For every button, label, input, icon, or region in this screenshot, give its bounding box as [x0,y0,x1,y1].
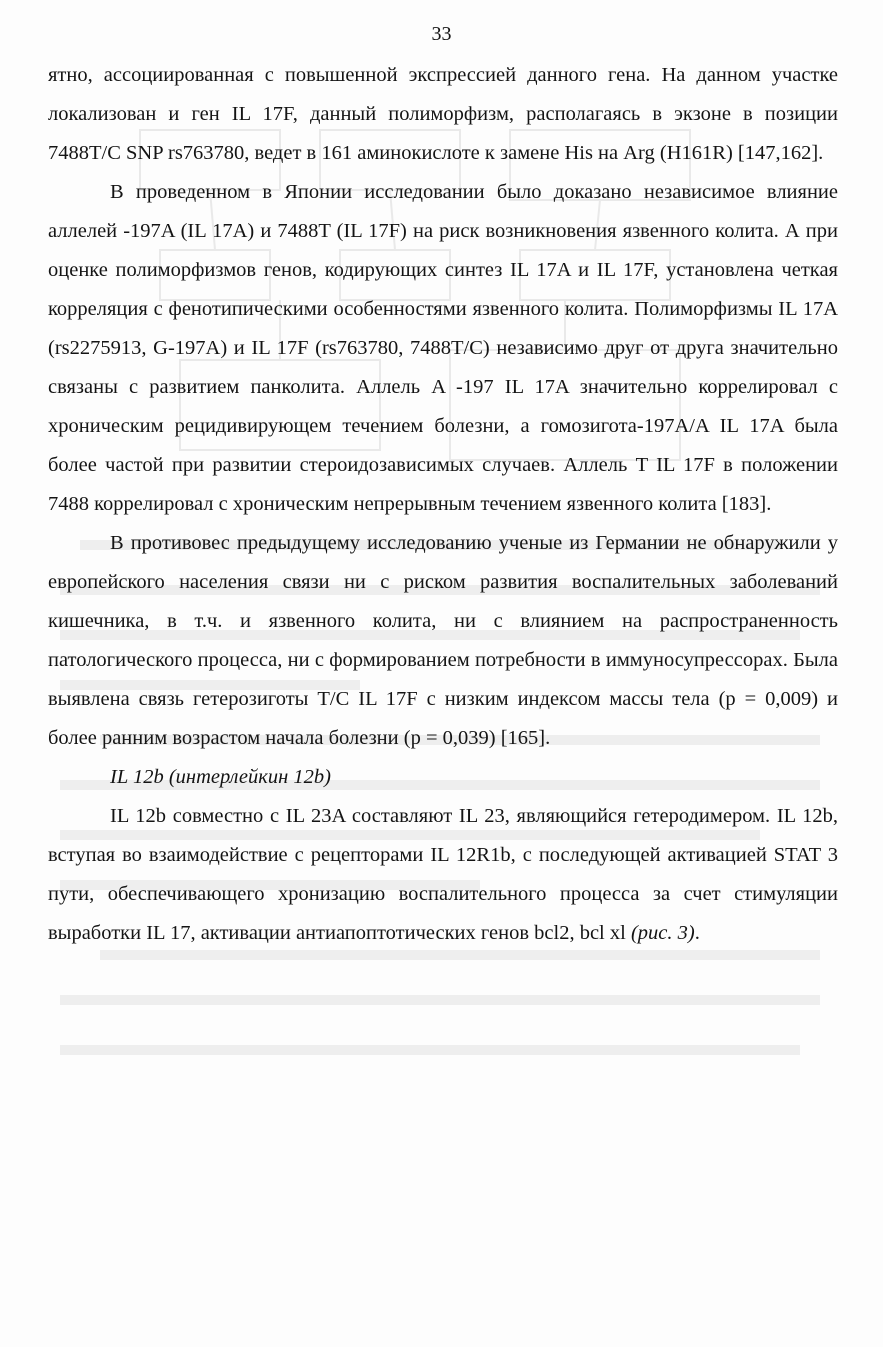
paragraph-il12b-text: IL 12b совместно с IL 23A составляют IL 23, являющийся гетеродимером. IL 12b, вступая во взаимодействие с рецепторами IL 12R1b, с последующей активацией STAT 3 пути, обеспечивающего хронизацию воспалительного процесса за счет стимуляции выработки IL 17, активации антиапоптотических генов bcl2, bcl xl [48,805,838,944]
section-subheading: IL 12b (интерлейкин 12b) [110,766,331,788]
paragraph-il12b-end: . [694,922,700,944]
paragraph-continuation: ятно, ассоциированная с повышенной экспрессией данного гена. На данном участке локализован и ген IL 17F, данный полиморфизм, располагаясь в экзоне в позиции 7488T/C SNP rs763780, ведет в 161 аминокислоте к замене His на Arg (H161R) [147,162]. [48,64,838,164]
paragraph-germany-study: В противовес предыдущему исследованию ученые из Германии не обнаружили у европейского населения связи ни с риском развития воспалительных заболеваний кишечника, в т.ч. и язвенного колита, ни с влиянием на распространенность патологического процесса, ни с формированием потребности в иммуносупрессорах. Была выявлена связь гетерозиготы T/C IL 17F с низким индексом массы тела (p = 0,009) и более ранним возрастом начала болезни (p = 0,039) [165]. [48,532,838,749]
figure-reference-link[interactable]: (рис. 3) [630,922,695,944]
page-number: 33 [431,23,452,45]
document-body [48,56,838,953]
paragraph-il12b [48,797,838,953]
paragraph-japan-study: В проведенном в Японии исследовании было доказано независимое влияние аллелей -197A (IL 17A) и 7488T (IL 17F) на риск возникновения язвенного колита. А при оценке полиморфизмов генов, кодирующих синтез IL 17A и IL 17F, установлена четкая корреляция с фенотипическими особенностями язвенного колита. Полиморфизмы IL 17A (rs2275913, G-197A) и IL 17F (rs763780, 7488T/C) независимо друг от друга значительно связаны с развитием панколита. Аллель A -197 IL 17A значительно коррелировал с хроническим рецидивирующем течением болезни, а гомозигота-197A/A IL 17A была более частой при развитии стероидозависимых случаев. Аллель T IL 17F в положении 7488 коррелировал с хроническим непрерывным течением язвенного колита [183]. [48,181,838,515]
